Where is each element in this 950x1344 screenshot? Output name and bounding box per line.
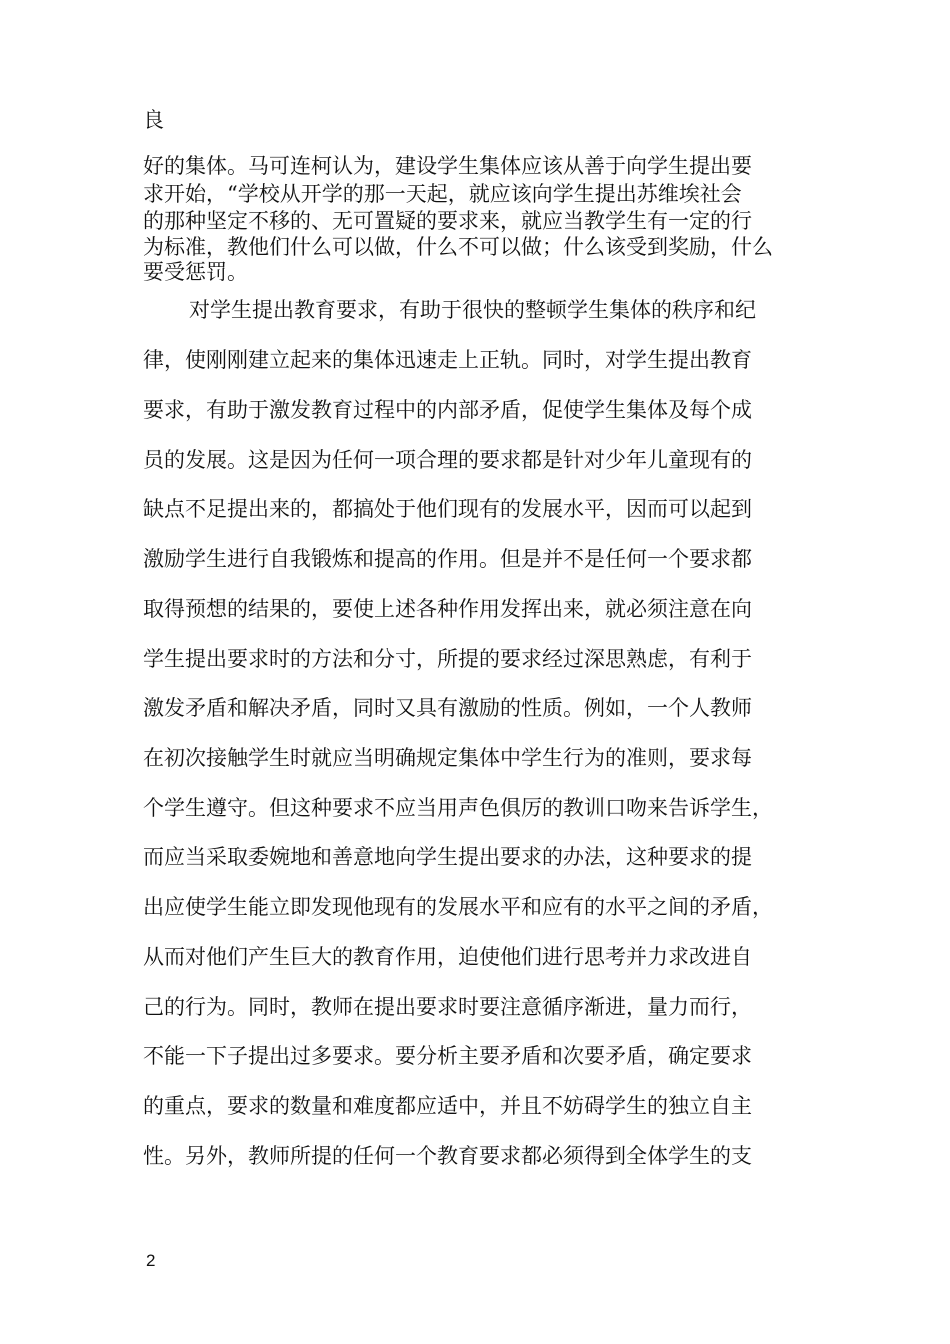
paragraph-line: 不能一下子提出过多要求。要分析主要矛盾和次要矛盾，确定要求: [143, 1044, 752, 1068]
paragraph-line: 员的发展。这是因为任何一项合理的要求都是针对少年儿童现有的: [143, 448, 752, 472]
paragraph-line: 出应使学生能立即发现他现有的发展水平和应有的水平之间的矛盾，: [143, 895, 773, 919]
paragraph-line: 求开始，“学校从开学的那一天起，就应该向学生提出苏维埃社会: [143, 182, 742, 206]
paragraph-line: 个学生遵守。但这种要求不应当用声色俱厉的教训口吻来告诉学生，: [143, 796, 773, 820]
paragraph-line: 好的集体。马可连柯认为，建设学生集体应该从善于向学生提出要: [143, 154, 752, 178]
paragraph-line: 要求，有助于激发教育过程中的内部矛盾，促使学生集体及每个成: [143, 398, 752, 422]
paragraph-line: 的那种坚定不移的、无可置疑的要求来，就应当教学生有一定的行: [143, 209, 752, 233]
paragraph-line: 律，使刚刚建立起来的集体迅速走上正轨。同时，对学生提出教育: [143, 348, 752, 372]
paragraph-line: 要受惩罚。: [143, 260, 248, 284]
paragraph-line: 对学生提出教育要求，有助于很快的整顿学生集体的秩序和纪: [189, 298, 756, 322]
paragraph-line: 而应当采取委婉地和善意地向学生提出要求的办法，这种要求的提: [143, 845, 752, 869]
paragraph-line: 从而对他们产生巨大的教育作用，迫使他们进行思考并力求改进自: [143, 945, 752, 969]
paragraph-line: 缺点不足提出来的，都搞处于他们现有的发展水平，因而可以起到: [143, 497, 752, 521]
paragraph-line: 激发矛盾和解决矛盾，同时又具有激励的性质。例如，一个人教师: [143, 696, 752, 720]
paragraph-line: 学生提出要求时的方法和分寸，所提的要求经过深思熟虑，有利于: [143, 647, 752, 671]
paragraph-line: 为标准，教他们什么可以做，什么不可以做；什么该受到奖励，什么: [143, 235, 773, 259]
paragraph-line: 取得预想的结果的，要使上述各种作用发挥出来，就必须注意在向: [143, 597, 752, 621]
paragraph-line: 性。另外，教师所提的任何一个教育要求都必须得到全体学生的支: [143, 1144, 752, 1168]
paragraph-line: 良: [143, 108, 164, 132]
page-number: 2: [146, 1251, 156, 1270]
paragraph-line: 的重点，要求的数量和难度都应适中，并且不妨碍学生的独立自主: [143, 1094, 752, 1118]
paragraph-line: 己的行为。同时，教师在提出要求时要注意循序渐进，量力而行，: [143, 995, 752, 1019]
paragraph-line: 激励学生进行自我锻炼和提高的作用。但是并不是任何一个要求都: [143, 547, 752, 571]
paragraph-line: 在初次接触学生时就应当明确规定集体中学生行为的准则，要求每: [143, 746, 752, 770]
